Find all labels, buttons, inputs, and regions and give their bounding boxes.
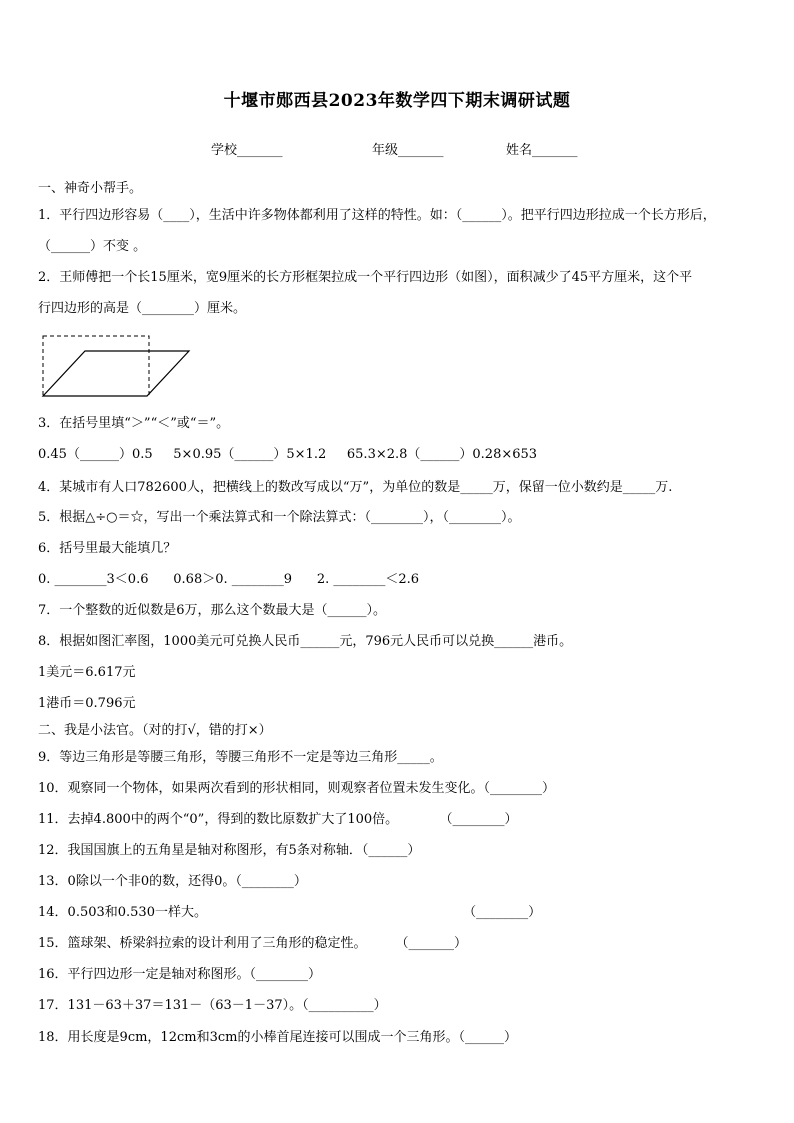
page-title: 十堰市郧西县2023年数学四下期末调研试题 xyxy=(223,91,571,111)
parallelogram-figure xyxy=(40,334,192,398)
question-2-line-1: 2．王师傅把一个长15厘米，宽9厘米的长方形框架拉成一个平行四边形（如图），面积减少了45平方厘米，这个平 xyxy=(38,270,693,285)
question-1-line-1: 1．平行四边形容易（____），生活中许多物体都利用了这样的特性。如：（______）。把平行四边形拉成一个长方形后， xyxy=(38,208,716,223)
name-field: 姓名_______ xyxy=(506,143,578,158)
question-10: 10．观察同一个物体，如果两次看到的形状相同，则观察者位置未发生变化。（________） xyxy=(38,781,556,796)
question-1-line-2: （______）不变 。 xyxy=(38,239,147,254)
question-4: 4．某城市有人口782600人，把横线上的数改写成以“万”，为单位的数是_____万，保留一位小数约是_____万. xyxy=(38,480,673,495)
question-14: 14．0.503和0.530一样大。 （________） xyxy=(38,905,542,920)
question-9: 9．等边三角形是等腰三角形，等腰三角形不一定是等边三角形_____。 xyxy=(38,750,443,765)
question-18: 18．用长度是9cm，12cm和3cm的小棒首尾连接可以围成一个三角形。（______） xyxy=(38,1030,517,1045)
parallelogram-shape xyxy=(43,351,189,396)
question-8-rate-usd: 1美元＝6.617元 xyxy=(38,665,136,680)
grade-field: 年级_______ xyxy=(372,143,444,158)
question-11: 11．去掉4.800中的两个“0”，得到的数比原数扩大了100倍。 （________） xyxy=(38,812,518,827)
question-17: 17．131－63＋37＝131－（63－1－37）。（__________） xyxy=(38,998,387,1013)
question-13: 13．0除以一个非0的数，还得0。（________） xyxy=(38,874,307,889)
section-2-heading: 二、我是小法官。（对的打√，错的打×） xyxy=(38,723,272,738)
question-8-rate-hkd: 1港币＝0.796元 xyxy=(38,696,136,711)
question-6-line-2: 0. ________3＜0.6 0.68＞0. ________9 2. ________＜2.6 xyxy=(38,572,420,587)
question-15: 15．篮球架、桥梁斜拉索的设计利用了三角形的稳定性。 （_______） xyxy=(38,936,467,951)
question-3-line-2: 0.45（______）0.5 5×0.95（______）5×1.2 65.3×2.8（______）0.28×653 xyxy=(38,447,538,462)
school-field: 学校_______ xyxy=(211,143,283,158)
question-3-line-1: 3．在括号里填“＞”“＜”或“＝”。 xyxy=(38,416,230,431)
question-8-line-1: 8．根据如图汇率图，1000美元可兑换人民币______元，796元人民币可以兑换______港币。 xyxy=(38,634,573,649)
question-16: 16．平行四边形一定是轴对称图形。（________） xyxy=(38,967,322,982)
question-7: 7．一个整数的近似数是6万，那么这个数最大是（______）。 xyxy=(38,603,387,618)
question-12: 12．我国国旗上的五角星是轴对称图形，有5条对称轴．（______） xyxy=(38,843,421,858)
dashed-rectangle xyxy=(43,336,149,396)
question-5: 5．根据△÷○＝☆，写出一个乘法算式和一个除法算式：（________），（________）。 xyxy=(38,510,521,525)
question-2-line-2: 行四边形的高是（________）厘米。 xyxy=(38,301,247,316)
section-1-heading: 一、神奇小帮手。 xyxy=(38,181,143,196)
question-6-line-1: 6．括号里最大能填几？ xyxy=(38,541,177,556)
